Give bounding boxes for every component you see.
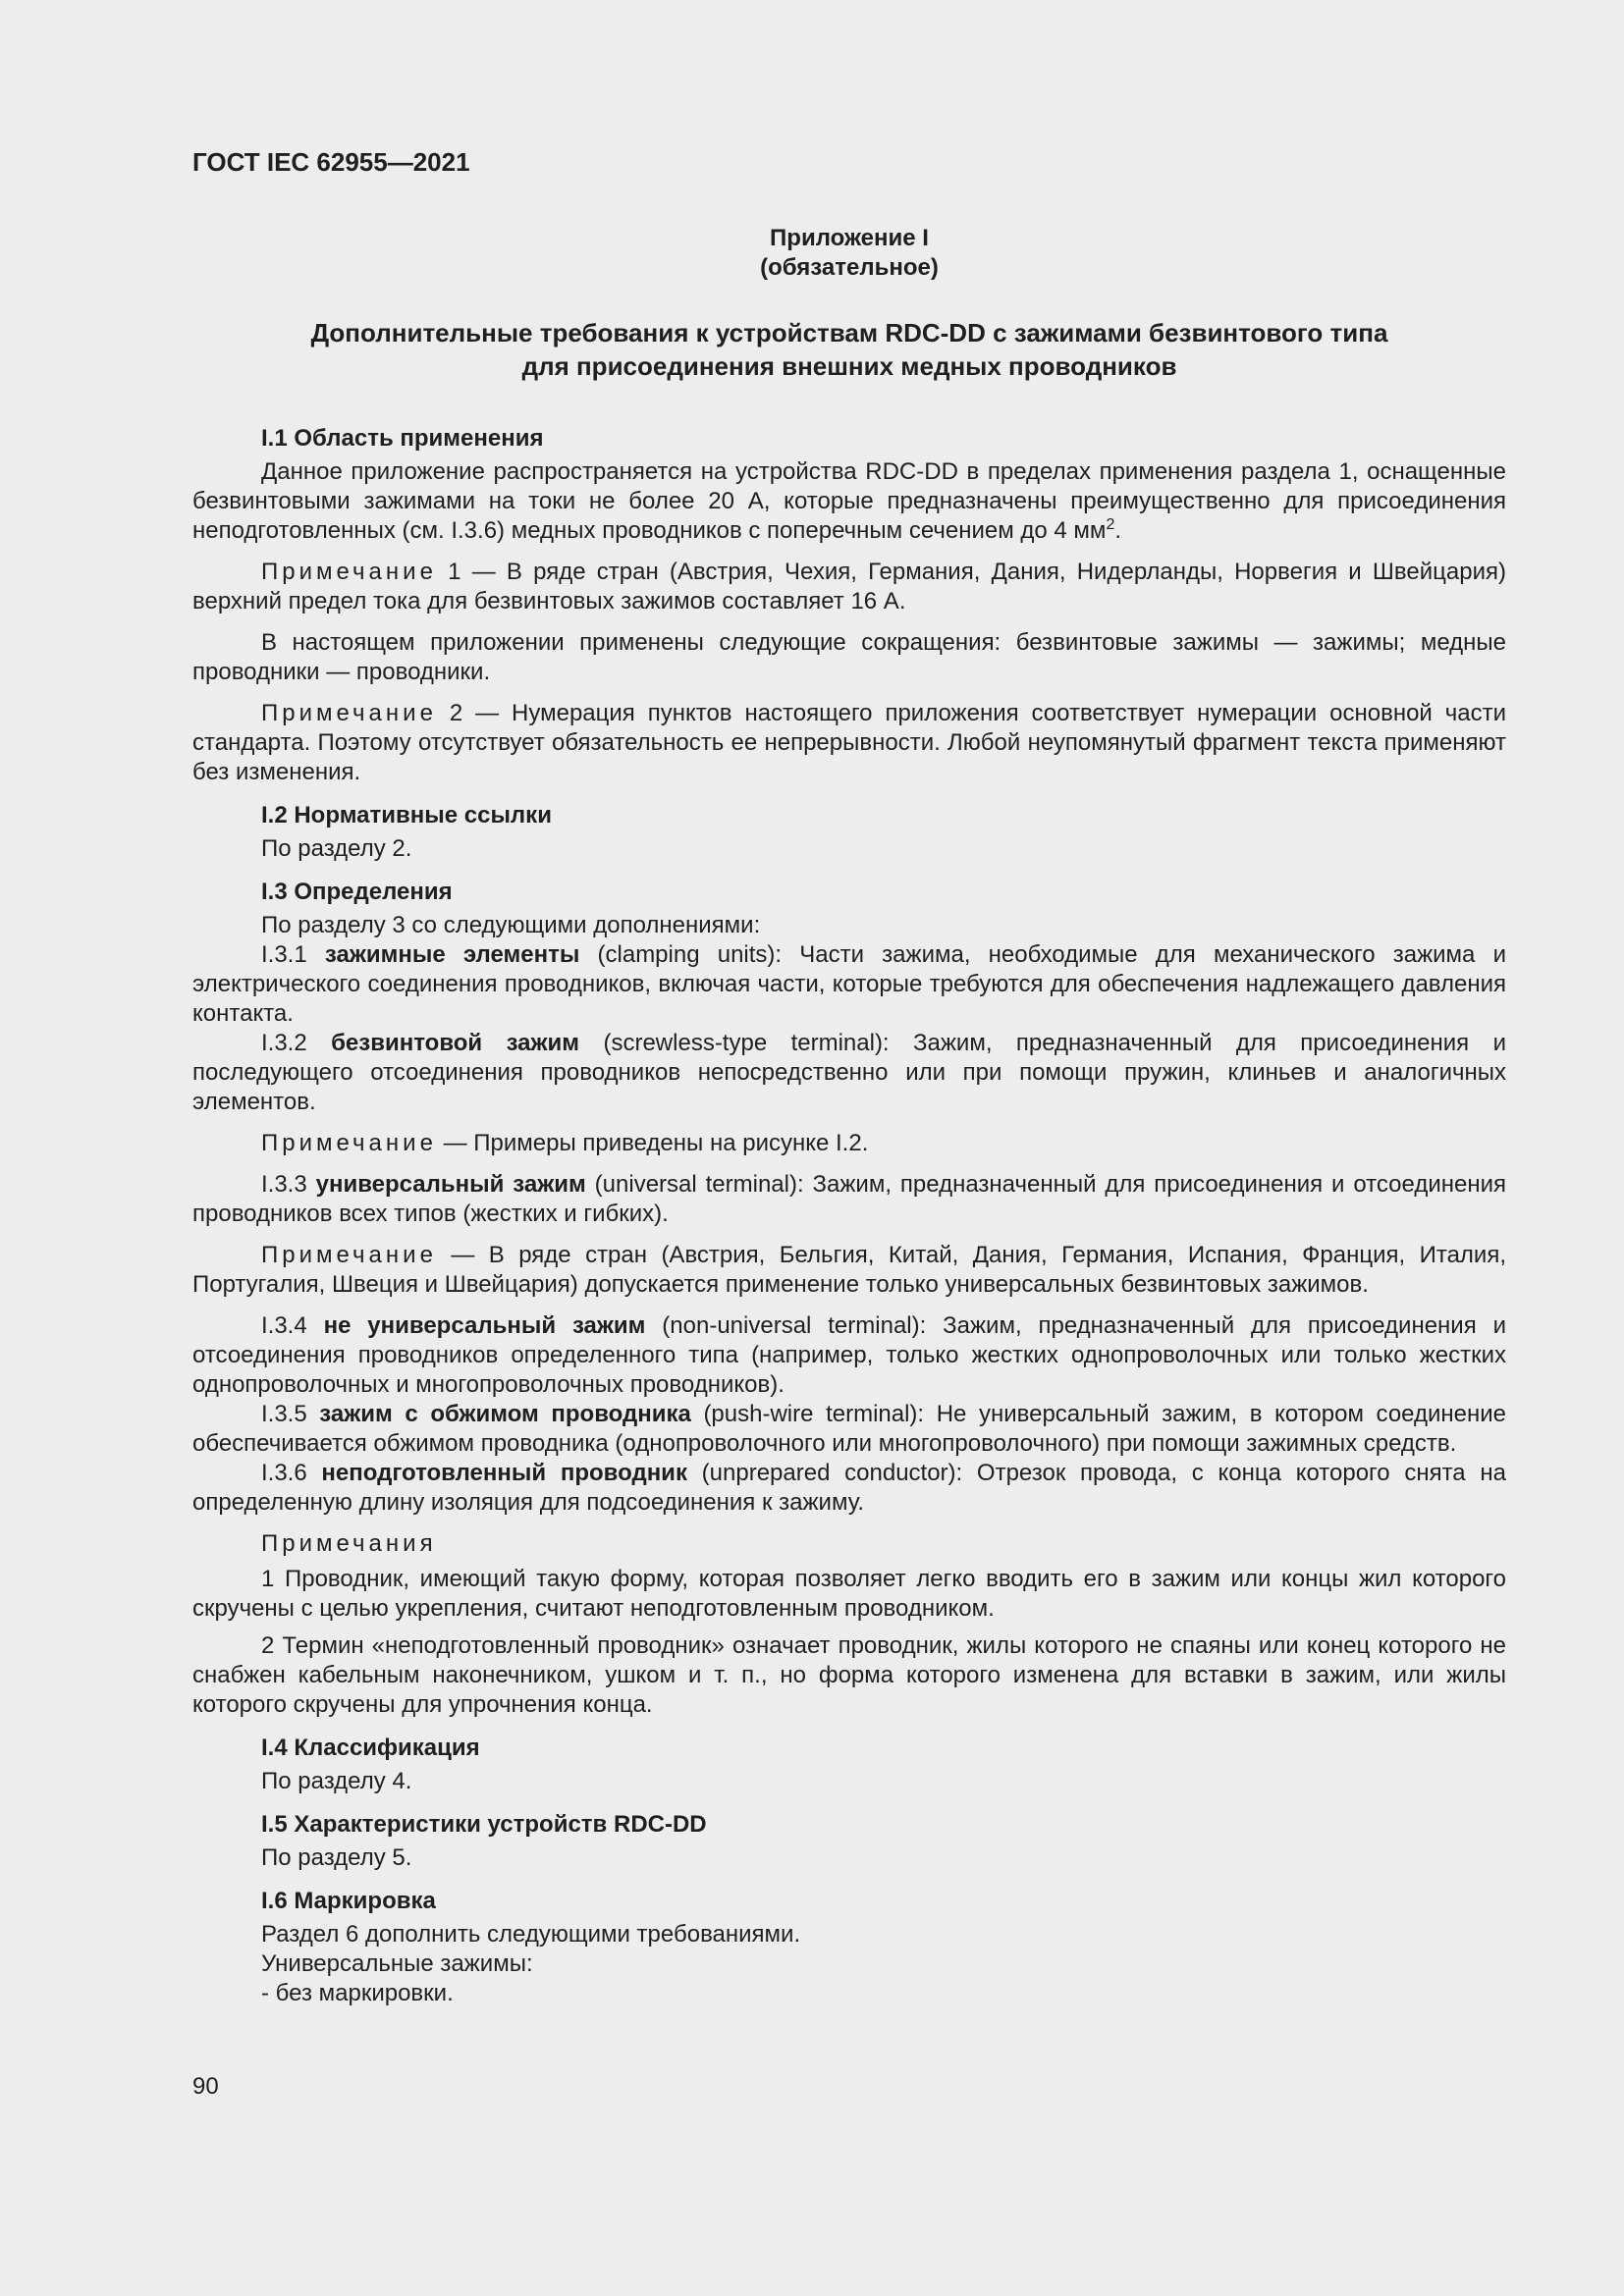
definition-I-3-2 (192, 1029, 1506, 1117)
definitions-intro: По разделу 3 со следующими дополнениями: (261, 912, 761, 938)
definition-I-3-6 (192, 1459, 1506, 1518)
section-4-text: По разделу 4. (261, 1768, 412, 1794)
page-content (192, 224, 1506, 2008)
scope-paragraph (192, 457, 1506, 546)
notes-label-text: Примечания (261, 1530, 437, 1557)
notes-label (192, 1529, 1506, 1559)
annex-title (192, 316, 1506, 383)
note-countries (192, 1241, 1506, 1300)
marking-line-3: - без маркировки. (261, 1980, 454, 2006)
note-figure (192, 1129, 1506, 1158)
definition-text: (clamping units): Части зажима, необходимые для механического зажима и электрического соединения проводников, включая части, которые требуются для обеспечения надлежащего давления контакта. (192, 941, 1506, 1027)
definition-I-3-4 (192, 1311, 1506, 1400)
definition-term: не универсальный зажим (323, 1312, 646, 1339)
note-2 (192, 699, 1506, 787)
abbreviations-paragraph: В настоящем приложении применены следующие сокращения: безвинтовые зажимы — зажимы; медные проводники — проводники. (192, 629, 1506, 685)
note-1 (192, 558, 1506, 616)
definition-text: (screwless-type terminal): Зажим, предназначенный для присоединения и последующего отсоединения проводников непосредственно или при помощи пружин, клиньев и аналогичных элементов. (192, 1030, 1506, 1115)
note-text: 1 — В ряде стран (Австрия, Чехия, Германия, Дания, Нидерланды, Норвегия и Швейцария) верхний предел тока для безвинтовых зажимов составляет 16 А. (192, 559, 1506, 614)
note-label: Примечание (261, 1242, 437, 1268)
marking-line-1: Раздел 6 дополнить следующими требованиями. (261, 1921, 801, 1948)
definition-text: (universal terminal): Зажим, предназначенный для присоединения и отсоединения проводников всех типов (жестких и гибких). (192, 1171, 1507, 1227)
note-text: — Примеры приведены на рисунке I.2. (436, 1130, 869, 1156)
annex-label: Приложение I (770, 225, 929, 251)
section-5-text: По разделу 5. (261, 1844, 412, 1871)
definition-I-3-3 (192, 1170, 1506, 1229)
definition-term: зажимные элементы (324, 941, 580, 968)
marking-line-2: Универсальные зажимы: (261, 1950, 533, 1977)
definition-term: неподготовленный проводник (321, 1460, 687, 1486)
scope-text-end: . (1114, 517, 1122, 544)
section-heading-6: I.6 Маркировка (261, 1888, 436, 1914)
scope-text: Данное приложение распространяется на устройства RDC-DD в пределах применения раздела 1, оснащенные безвинтовыми зажимами на токи не более 20 А, которые предназначены преимущественно для присоединения неподготовленных (см. I.3.6) медных проводников с поперечным сечением до 4 мм (192, 458, 1506, 544)
definition-text: (unprepared conductor): Отрезок провода, с конца которого снята на определенную длину изоляция для подсоединения к зажиму. (192, 1460, 1506, 1516)
section-heading-1: I.1 Область применения (261, 425, 544, 452)
note-text: — В ряде стран (Австрия, Бельгия, Китай, Дания, Германия, Испания, Франция, Италия, Португалия, Швеция и Швейцария) допускается применение только универсальных безвинтовых зажимов. (192, 1242, 1506, 1298)
note-text: 2 — Нумерация пунктов настоящего приложения соответствует нумерации основной части стандарта. Поэтому отсутствует обязательность ее непрерывности. Любой неупомянутый фрагмент текста применяют без изменения. (192, 700, 1506, 785)
note-unprepared-1: 1 Проводник, имеющий такую форму, которая позволяет легко вводить его в зажим или концы жил которого скручены с целью укрепления, считают неподготовленным проводником. (192, 1566, 1506, 1622)
note-label: Примечание (261, 1130, 437, 1156)
definition-number: I.3.2 (261, 1030, 332, 1056)
section-heading-5: I.5 Характеристики устройств RDC-DD (261, 1811, 707, 1838)
definition-number: I.3.6 (261, 1460, 322, 1486)
note-label: Примечание (261, 559, 437, 585)
definition-term: универсальный зажим (315, 1171, 586, 1198)
superscript: 2 (1106, 516, 1115, 533)
definition-number: I.3.5 (261, 1401, 320, 1427)
definition-number: I.3.4 (261, 1312, 324, 1339)
page-number: 90 (192, 2073, 219, 2100)
section-heading-4: I.4 Классификация (261, 1735, 480, 1761)
definition-number: I.3.1 (261, 941, 325, 968)
definition-term: безвинтовой зажим (331, 1030, 580, 1056)
annex-status: (обязательное) (760, 254, 939, 281)
section-heading-3: I.3 Определения (261, 879, 453, 905)
definition-I-3-1 (192, 940, 1506, 1029)
note-unprepared-2: 2 Термин «неподготовленный проводник» означает проводник, жилы которого не спаяны или конец которого не снабжен кабельным наконечником, ушком и т. п., но форма которого изменена для вставки в зажим, или жилы которого скручены для упрочнения конца. (192, 1632, 1506, 1718)
section-heading-2: I.2 Нормативные ссылки (261, 802, 552, 828)
standard-code: ГОСТ IEC 62955—2021 (192, 147, 470, 177)
section-2-text: По разделу 2. (261, 835, 412, 862)
annex-title-line-2: для присоединения внешних медных проводников (521, 351, 1177, 381)
definition-term: зажим с обжимом проводника (319, 1401, 691, 1427)
definition-number: I.3.3 (261, 1171, 316, 1198)
definition-text: (push-wire terminal): Не универсальный зажим, в котором соединение обеспечивается обжимом проводника (однопроволочного или многопроволочного) при помощи зажимных средств. (192, 1401, 1506, 1457)
annex-title-line-1: Дополнительные требования к устройствам RDC-DD с зажимами безвинтового типа (310, 318, 1388, 347)
note-label: Примечание (261, 700, 437, 726)
definition-I-3-5 (192, 1400, 1506, 1459)
definition-text: (non-universal terminal): Зажим, предназначенный для присоединения и отсоединения проводников определенного типа (например, только жестких однопроволочных или только жестких однопроволочных и многопроволочных проводников). (192, 1312, 1506, 1398)
